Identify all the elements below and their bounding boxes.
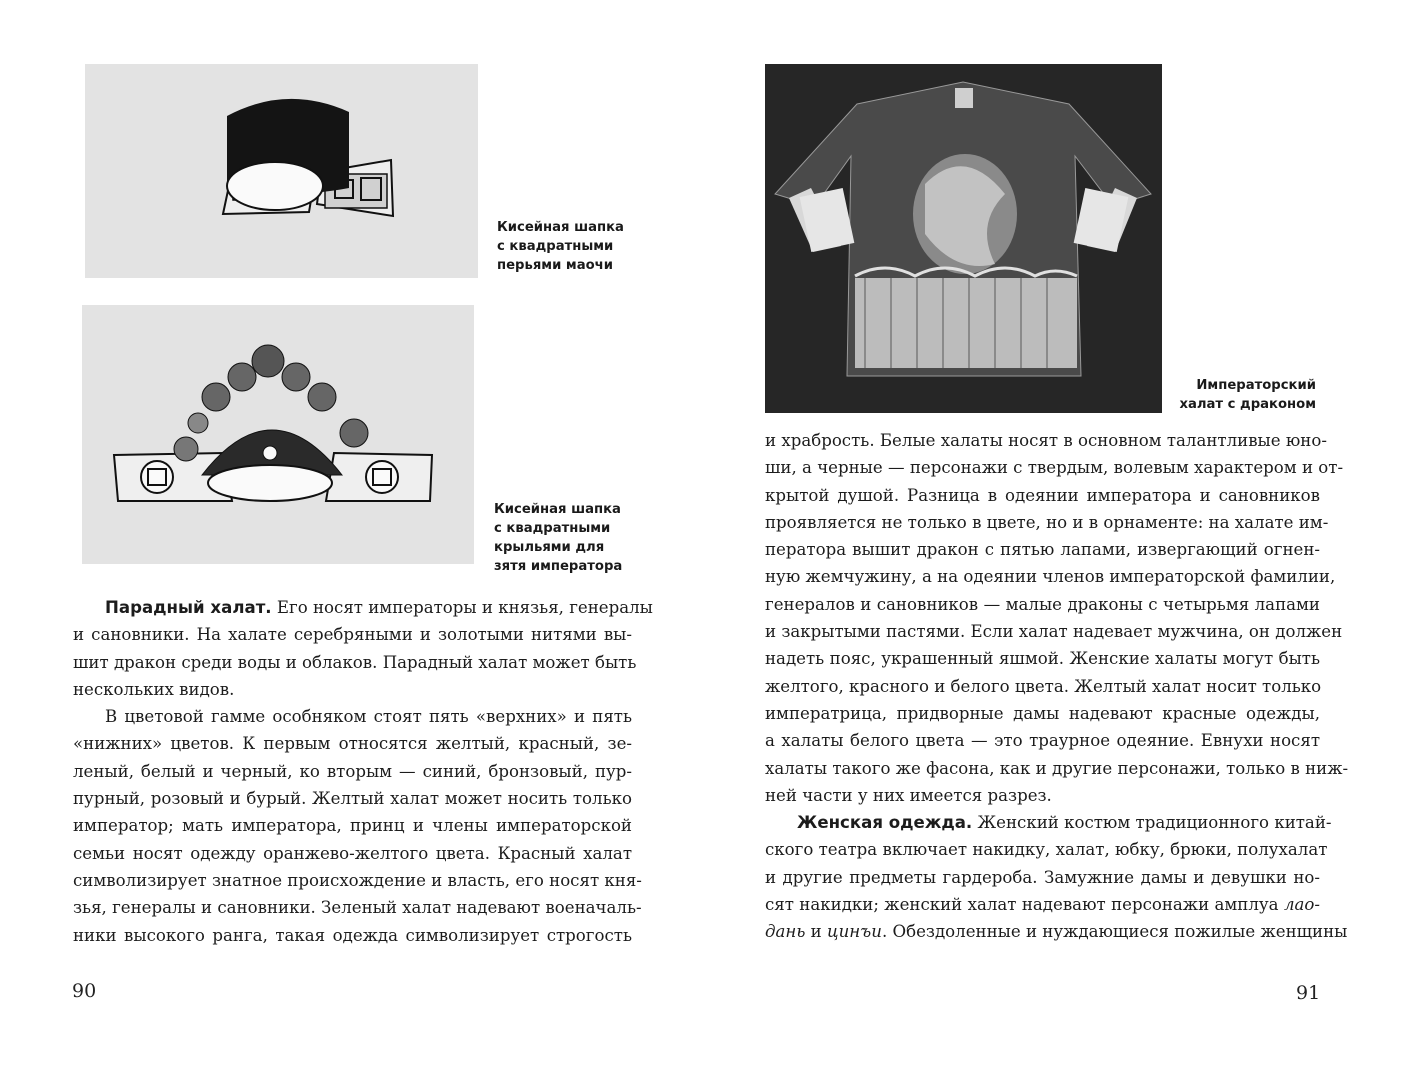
caption-line: с квадратными xyxy=(494,521,611,536)
paragraph-line: а халаты белого цвета — это траурное одеяние. Евнухи носят xyxy=(765,731,1320,751)
line-text: Женский костюм традиционного китай- xyxy=(972,813,1332,833)
paragraph-line: халаты такого же фасона, как и другие персонажи, только в ниж- xyxy=(765,758,1349,778)
paragraph-line xyxy=(73,594,653,621)
paragraph-line: шит дракон среди воды и облаков. Парадный халат может быть xyxy=(73,652,637,672)
paragraph-line xyxy=(765,918,1348,945)
caption-line: Императорский xyxy=(1196,378,1316,393)
paragraph-line: леный, белый и черный, ко вторым — синий, бронзовый, пур- xyxy=(73,761,632,781)
paragraph-line: крытой душой. Разница в одеянии императора и сановников xyxy=(765,485,1320,505)
italic-term: дань xyxy=(765,922,806,942)
caption-line: Кисейная шапка xyxy=(497,220,624,235)
paragraph-line: ператора вышит дракон с пятью лапами, извергающий огнен- xyxy=(765,540,1320,560)
caption-line: крыльями для xyxy=(494,540,605,555)
right-body-text xyxy=(765,427,1349,946)
caption-line: Кисейная шапка xyxy=(494,502,621,517)
figure-hat-wings xyxy=(82,305,474,564)
line-text: и xyxy=(805,922,827,942)
paragraph-line: ши, а черные — персонажи с твердым, волевым характером и от- xyxy=(765,458,1344,478)
figure-dragon-robe-photo xyxy=(765,64,1162,413)
paragraph-line: ники высокого ранга, такая одежда символизирует строгость xyxy=(73,925,632,945)
paragraph-line: ную жемчужину, а на одеянии членов императорской фамилии, xyxy=(765,567,1336,587)
paragraph-line: ней части у них имеется разрез. xyxy=(765,785,1052,805)
line-text: Его носят императоры и князья, генералы xyxy=(271,598,653,617)
paragraph-line: «нижних» цветов. К первым относятся желтый, красный, зе- xyxy=(73,734,632,754)
caption-line: зятя императора xyxy=(494,559,623,574)
caption-line: с квадратными xyxy=(497,239,614,254)
paragraph-line: В цветовой гамме особняком стоят пять «верхних» и пять xyxy=(105,707,632,727)
left-body-text xyxy=(73,594,653,949)
paragraph-line: желтого, красного и белого цвета. Желтый халат носит только xyxy=(765,676,1322,696)
paragraph-line: и храбрость. Белые халаты носят в основном талантливые юно- xyxy=(765,431,1327,450)
caption-line: халат с драконом xyxy=(1179,397,1316,412)
paragraph-line: зья, генералы и сановники. Зеленый халат надевают военачаль- xyxy=(73,898,642,918)
line-text: . Обездоленные и нуждающиеся пожилые женщины xyxy=(881,922,1348,942)
italic-term: цинъи xyxy=(826,922,882,942)
section-heading: Парадный халат. xyxy=(105,598,272,617)
figure-1-caption xyxy=(497,218,624,275)
paragraph-line: и сановники. На халате серебряными и золотыми нитями вы- xyxy=(73,625,632,645)
figure-hat-maochi xyxy=(85,64,478,278)
paragraph-line: и другие предметы гардероба. Замужние дамы и девушки но- xyxy=(765,867,1320,887)
paragraph-line xyxy=(765,809,1332,836)
section-heading: Женская одежда. xyxy=(797,813,973,833)
line-text: сят накидки; женский халат надевают персонажи амплуа xyxy=(765,895,1284,915)
paragraph-line: пурный, розовый и бурый. Желтый халат может носить только xyxy=(73,789,632,809)
figure-2-caption xyxy=(494,500,622,576)
photo-caption xyxy=(1179,376,1316,414)
italic-term: лао- xyxy=(1283,895,1320,915)
paragraph-line: генералов и сановников — малые драконы с четырьмя лапами xyxy=(765,594,1320,614)
hat-wings-illustration xyxy=(82,305,474,564)
paragraph-line: символизирует знатное происхождение и власть, его носят кня- xyxy=(73,870,642,890)
paragraph-line: семьи носят одежду оранжево-желтого цвета. Красный халат xyxy=(73,843,632,863)
left-page xyxy=(0,0,700,1067)
paragraph-line: нескольких видов. xyxy=(73,679,235,699)
paragraph-line: проявляется не только в цвете, но и в орнаменте: на халате им- xyxy=(765,512,1329,532)
right-page xyxy=(700,0,1403,1067)
paragraph-line: ского театра включает накидку, халат, юбку, брюки, полухалат xyxy=(765,840,1328,860)
dragon-robe-illustration xyxy=(765,64,1162,413)
paragraph-line xyxy=(765,891,1320,918)
paragraph-line: императрица, придворные дамы надевают красные одежды, xyxy=(765,703,1320,723)
paragraph-line: и закрытыми пастями. Если халат надевает мужчина, он должен xyxy=(765,622,1343,642)
paragraph-line: император; мать императора, принц и члены императорской xyxy=(73,816,632,836)
caption-line: перьями маочи xyxy=(497,258,613,273)
paragraph-line: надеть пояс, украшенный яшмой. Женские халаты могут быть xyxy=(765,649,1320,669)
hat-maochi-illustration xyxy=(85,64,478,278)
page-number: 90 xyxy=(72,980,97,1002)
page-number: 91 xyxy=(1296,982,1321,1004)
